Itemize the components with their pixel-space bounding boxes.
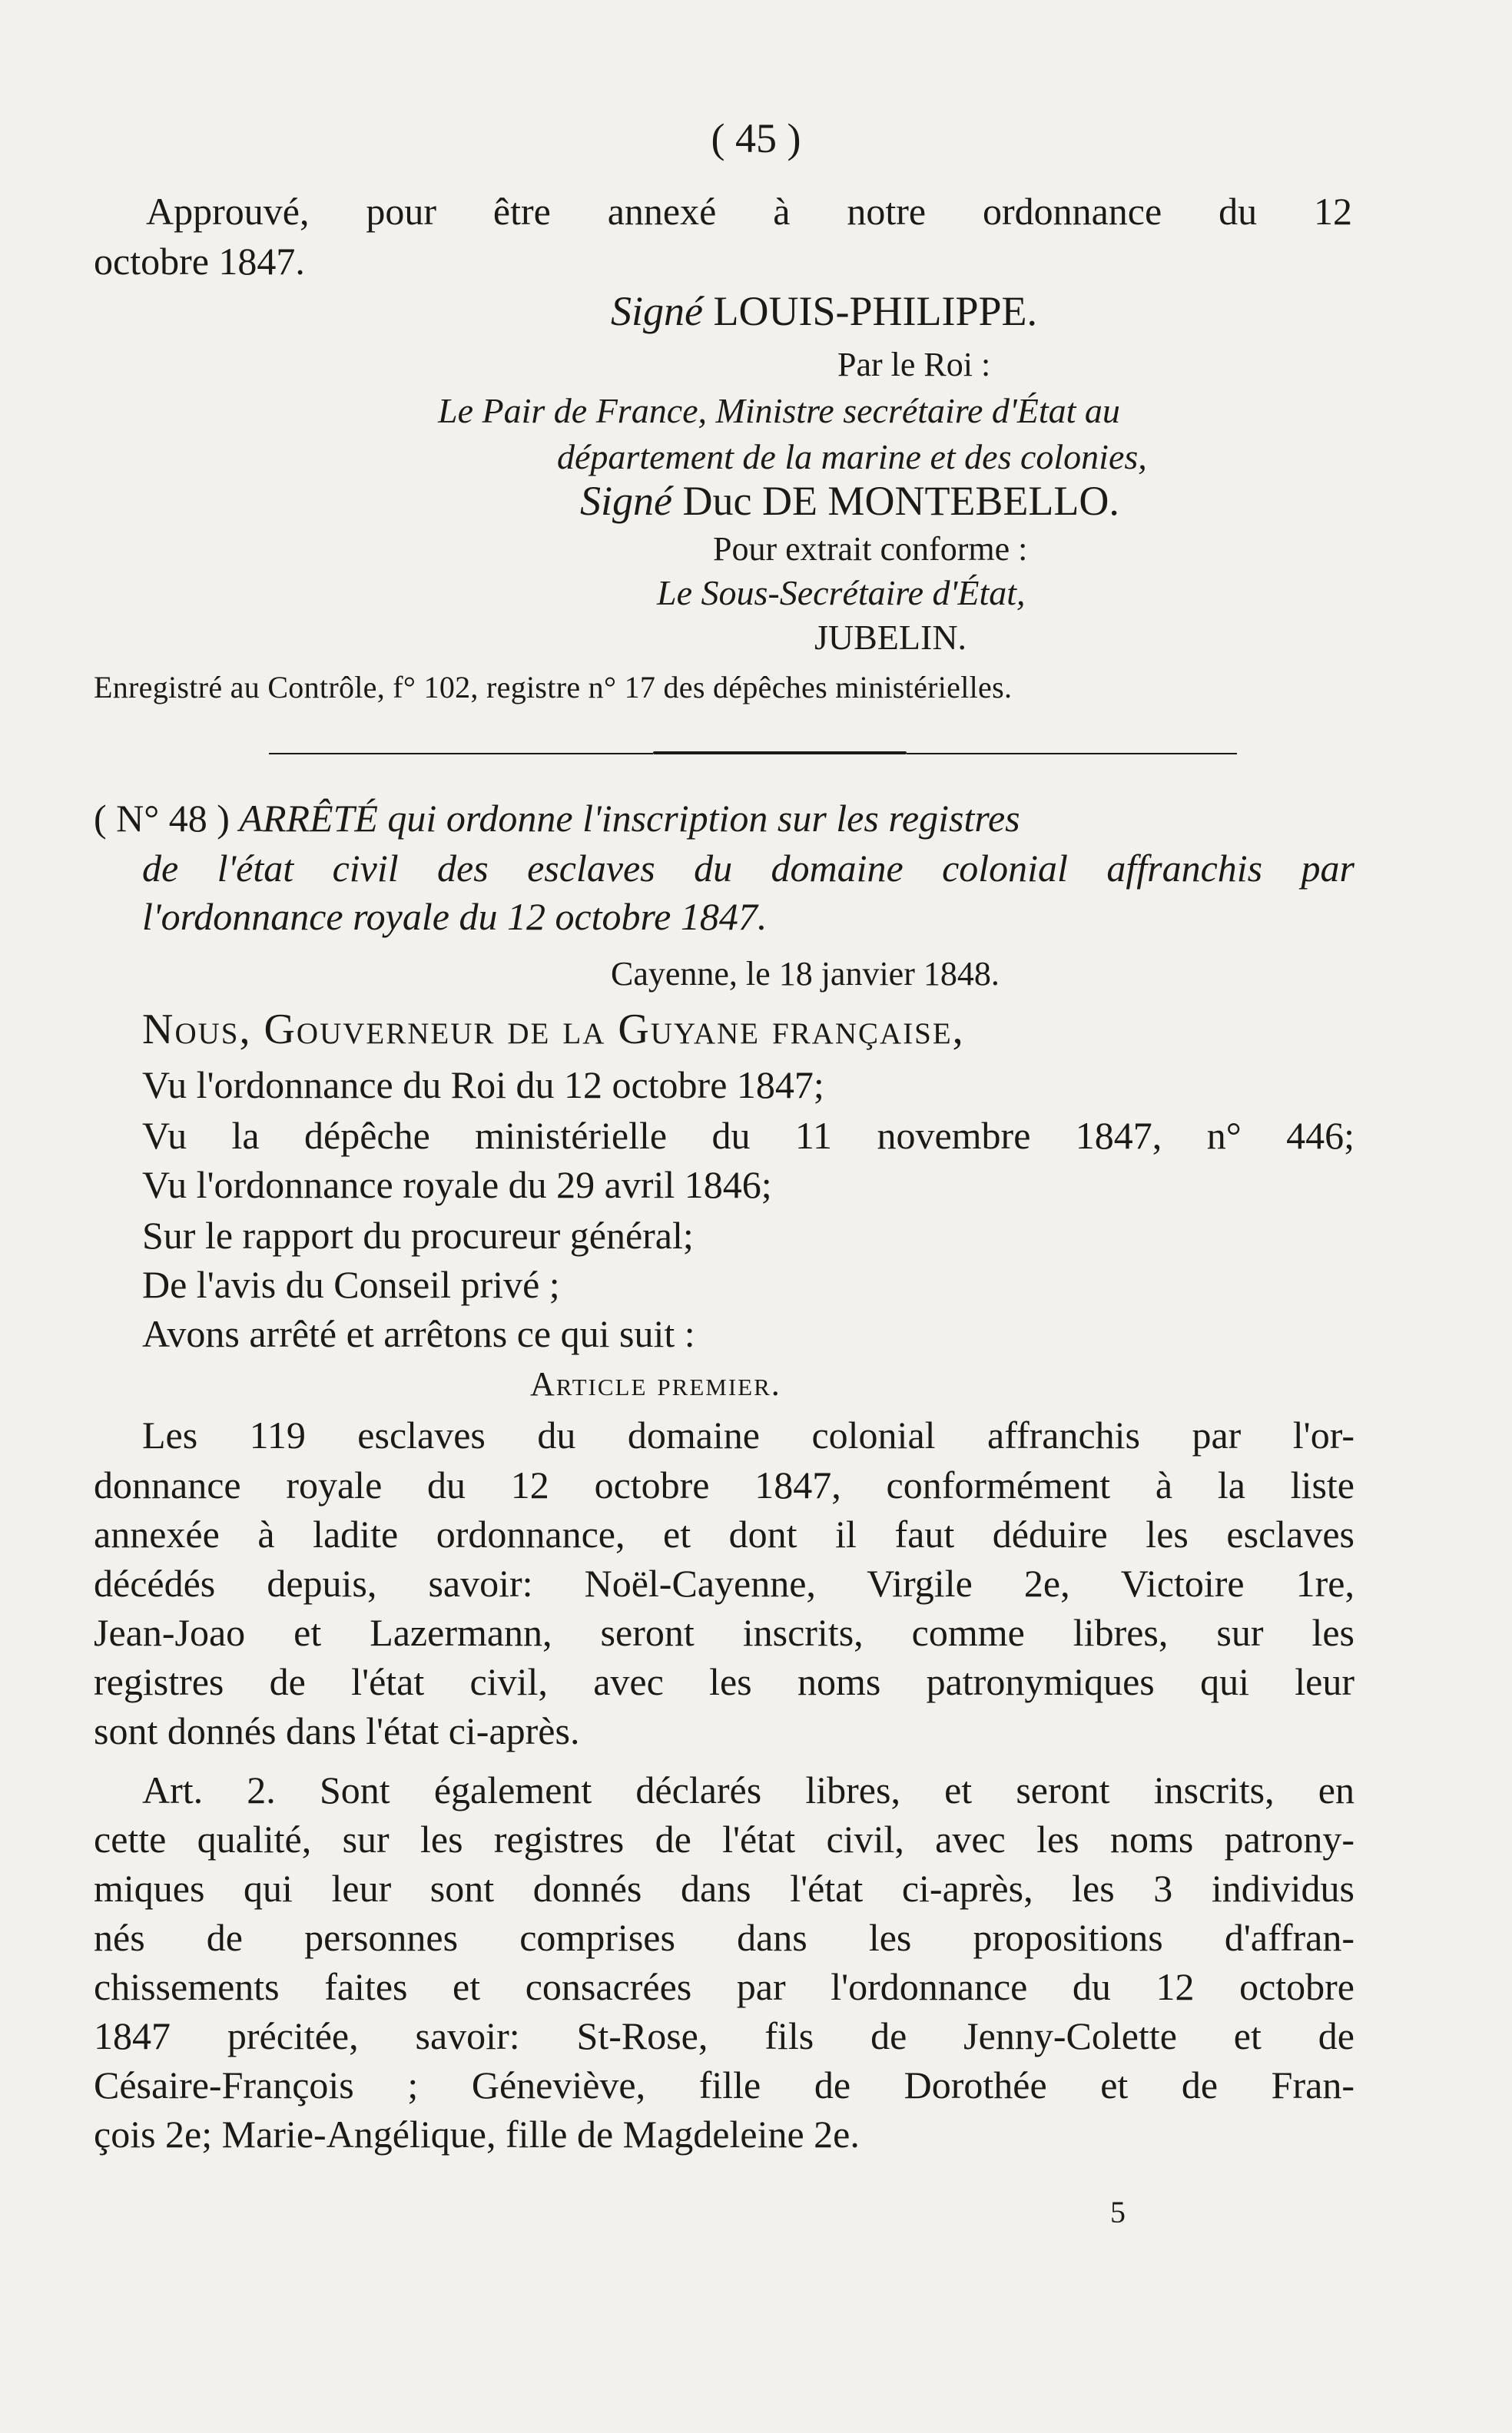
art2-line: cette qualité, sur les registres de l'état civil, avec les noms patrony- <box>94 1818 1354 1861</box>
arrete-title-line-3: l'ordonnance royale du 12 octobre 1847. <box>142 895 768 938</box>
separator-rule-center <box>653 751 907 754</box>
minister-title-line-2: département de la marine et des colonies, <box>557 437 1147 476</box>
art1-line: annexée à ladite ordonnance, et dont il faut déduire les esclaves <box>94 1513 1354 1556</box>
art2-line: çois 2e; Marie-Angélique, fille de Magdeleine 2e. <box>94 2113 860 2156</box>
art1-line: sont donnés dans l'état ci-après. <box>94 1709 580 1752</box>
separator-rule-right <box>907 753 1237 754</box>
signe-word: Signé <box>611 288 703 334</box>
place-date: Cayenne, le 18 janvier 1848. <box>611 955 1000 993</box>
signature-louis-philippe <box>611 288 1037 334</box>
art2-line: Art. 2. Sont également déclarés libres, et seront inscrits, en <box>142 1768 1354 1811</box>
separator-rule-left <box>269 753 653 754</box>
art1-line: donnance royale du 12 octobre 1847, conformément à la liste <box>94 1463 1354 1507</box>
subsecretary-title: Le Sous-Secrétaire d'État, <box>657 573 1026 612</box>
signe-word-2: Signé <box>580 478 672 524</box>
nous-gouverneur: Nous, Gouverneur de la Guyane française, <box>142 1006 965 1053</box>
approval-line-2: octobre 1847. <box>94 240 305 283</box>
vu-depeche-ministerielle: Vu la dépêche ministérielle du 11 novembre 1847, n° 446; <box>142 1114 1354 1157</box>
art2-line: Césaire-François ; Géneviève, fille de Dorothée et de Fran- <box>94 2063 1354 2107</box>
page-number: ( 45 ) <box>711 115 801 161</box>
article-premier-heading: Article premier. <box>530 1365 781 1403</box>
vu-ordonnance-royale: Vu l'ordonnance royale du 29 avril 1846; <box>142 1163 772 1206</box>
sur-le-rapport: Sur le rapport du procureur général; <box>142 1214 694 1257</box>
approval-line-1: Approuvé, pour être annexé à notre ordonnance du 12 <box>146 190 1352 233</box>
art1-line: registres de l'état civil, avec les noms patronymiques qui leur <box>94 1660 1354 1703</box>
par-le-roi: Par le Roi : <box>837 346 991 383</box>
art1-line: décédés depuis, savoir: Noël-Cayenne, Virgile 2e, Victoire 1re, <box>94 1562 1354 1605</box>
de-l-avis: De l'avis du Conseil privé ; <box>142 1263 560 1306</box>
vu-ordonnance-roi: Vu l'ordonnance du Roi du 12 octobre 1847; <box>142 1063 824 1106</box>
minister-title-line-1: Le Pair de France, Ministre secrétaire d'État au <box>438 391 1120 430</box>
art2-line: nés de personnes comprises dans les propositions d'affran- <box>94 1916 1354 1959</box>
art2-line: miques qui leur sont donnés dans l'état ci-après, les 3 individus <box>94 1867 1354 1910</box>
art1-line: Les 119 esclaves du domaine colonial affranchis par l'or- <box>142 1414 1354 1457</box>
art2-line: 1847 précitée, savoir: St-Rose, fils de Jenny-Colette et de <box>94 2014 1354 2057</box>
avons-arrete: Avons arrêté et arrêtons ce qui suit : <box>142 1312 695 1355</box>
art1-line: Jean-Joao et Lazermann, seront inscrits, comme libres, sur les <box>94 1611 1354 1654</box>
arrete-title-line-2: de l'état civil des esclaves du domaine colonial affranchis par <box>142 847 1354 890</box>
extract-conforme: Pour extrait conforme : <box>713 530 1028 568</box>
registration-line: Enregistré au Contrôle, f° 102, registre n° 17 des dépêches ministérielles. <box>94 670 1013 704</box>
art2-line: chissements faites et consacrées par l'ordonnance du 12 octobre <box>94 1965 1354 2008</box>
arrete-title-text: ARRÊTÉ qui ordonne l'inscription sur les registres <box>239 797 1020 840</box>
subsecretary-name: JUBELIN. <box>814 618 967 657</box>
minister-name: Duc DE MONTEBELLO. <box>682 478 1119 524</box>
signer-name: LOUIS-PHILIPPE. <box>713 288 1037 334</box>
arrete-number: ( N° 48 ) <box>94 797 230 840</box>
arrete-title-line-1 <box>94 795 1354 841</box>
signature-montebello <box>580 478 1119 524</box>
signature-mark: 5 <box>1110 2195 1126 2229</box>
